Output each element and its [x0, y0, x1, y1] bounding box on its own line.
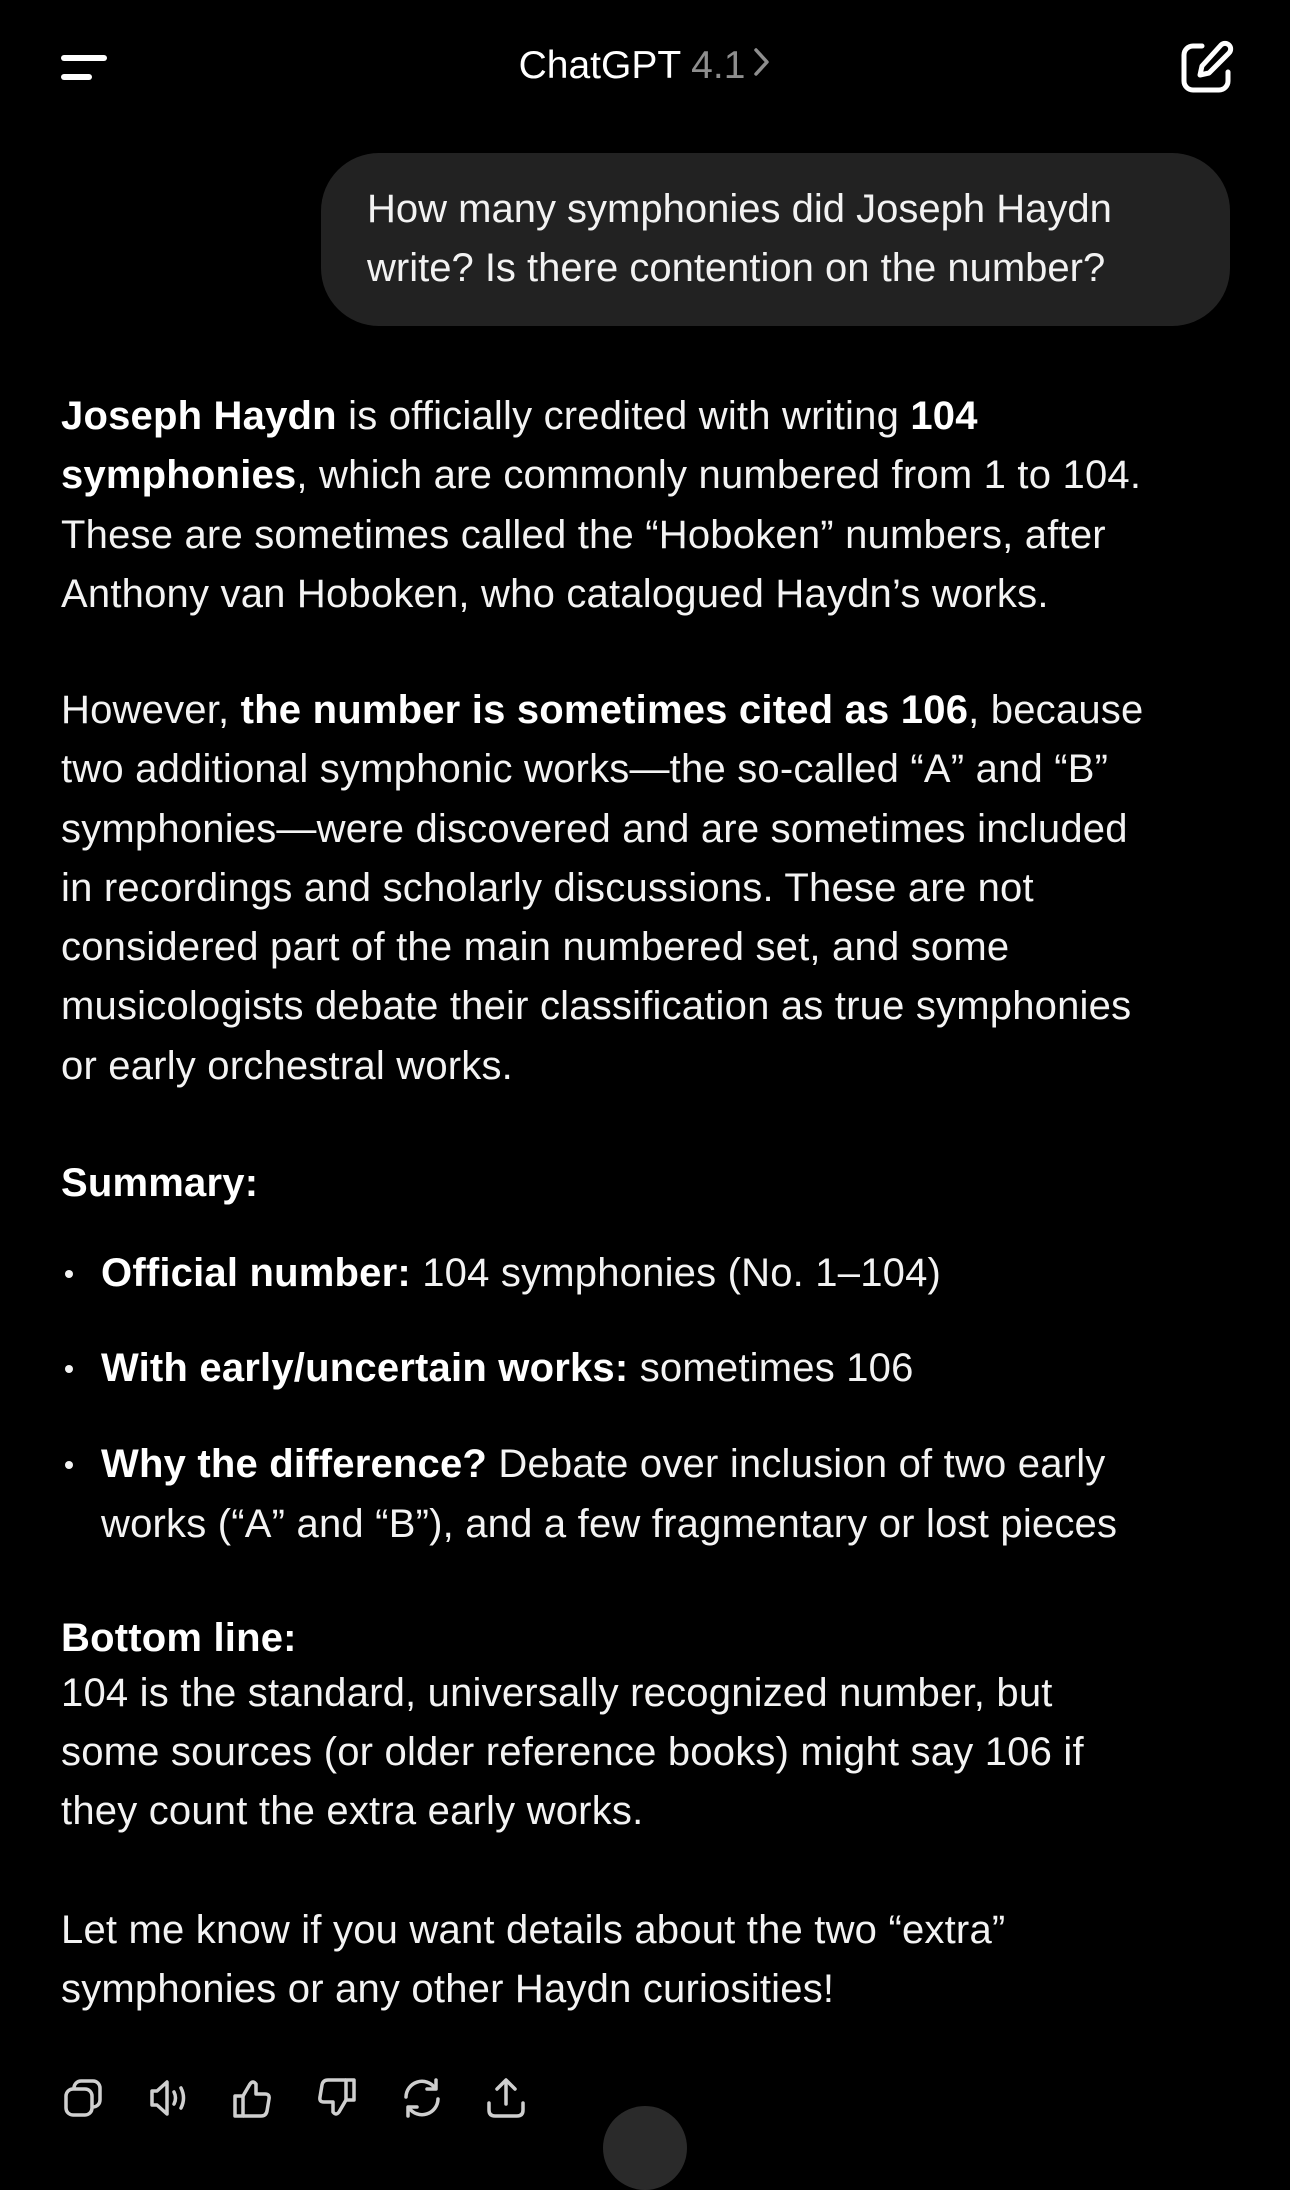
text-line: in recordings and scholarly discussions. These are not [61, 865, 1034, 910]
user-message-line: write? Is there contention on the number? [367, 246, 1106, 290]
user-message-text [367, 180, 1112, 298]
text: However, [61, 688, 241, 732]
text-line: some sources (or older reference books) might say 106 if [61, 1730, 1084, 1774]
text-line: considered part of the main numbered set, and some [61, 925, 1010, 970]
read-aloud-button[interactable] [142, 2072, 194, 2124]
bullet-label: Official number: [101, 1251, 411, 1295]
text-line [61, 387, 1141, 446]
text-line: musicologists debate their classification as true symphonies [61, 984, 1132, 1029]
thumbs-up-icon [226, 2111, 278, 2128]
bold-text: the number is sometimes cited as 106 [240, 688, 969, 732]
bullet-dot [65, 1461, 73, 1469]
edit-icon [1176, 85, 1238, 102]
bullet-text: works (“A” and “B”), and a few fragmentary or lost pieces [101, 1502, 1118, 1546]
bullet-label: With early/uncertain works: [101, 1346, 629, 1390]
user-message-bubble [321, 153, 1230, 326]
text: , which are commonly numbered from 1 to 104. [296, 453, 1142, 498]
model-selector[interactable] [519, 38, 772, 94]
scroll-to-bottom-button[interactable] [603, 2106, 687, 2190]
share-icon [480, 2111, 532, 2128]
bullet-label: Why the difference? [101, 1442, 488, 1486]
text: , because [968, 688, 1144, 732]
bullet-dot [65, 1365, 73, 1373]
text-line: symphonies—were discovered and are sometimes included [61, 806, 1128, 851]
regenerate-icon [396, 2111, 448, 2128]
copy-icon [57, 2111, 109, 2128]
read-aloud-icon [142, 2111, 194, 2128]
text-line: they count the extra early works. [61, 1789, 644, 1833]
thumbs-down-button[interactable] [311, 2072, 363, 2124]
copy-button[interactable] [57, 2072, 109, 2124]
text-line: Anthony van Hoboken, who catalogued Haydn’s works. [61, 571, 1049, 616]
new-chat-button[interactable] [1176, 36, 1238, 98]
text: is officially credited with writing [336, 394, 911, 438]
bullet-text: Debate over inclusion of two early [487, 1442, 1106, 1486]
bottom-line-heading [61, 1612, 297, 1664]
regenerate-button[interactable] [396, 2072, 448, 2124]
text-line: Let me know if you want details about the two “extra” [61, 1908, 1006, 1952]
user-message-line: How many symphonies did Joseph Haydn [367, 187, 1112, 231]
text-line [61, 681, 1143, 740]
bullet-text: sometimes 106 [628, 1346, 914, 1390]
bullet-text: 104 symphonies (No. 1–104) [410, 1251, 942, 1295]
assistant-paragraph-2 [61, 681, 1143, 1096]
thumbs-down-icon [311, 2111, 363, 2128]
summary-heading [61, 1154, 258, 1213]
text-line [61, 446, 1141, 505]
bullet-dot [65, 1270, 73, 1278]
text-line: two additional symphonic works—the so-called “A” and “B” [61, 747, 1109, 792]
text-line: 104 is the standard, universally recognized number, but [61, 1671, 1053, 1715]
bold-text: 104 [910, 394, 978, 438]
model-version: 4.1 [691, 44, 746, 87]
text-line: symphonies or any other Haydn curiosities! [61, 1967, 835, 2012]
bold-text: symphonies [61, 453, 297, 498]
thumbs-up-button[interactable] [226, 2072, 278, 2124]
heading-text: Bottom line: [61, 1616, 297, 1660]
chevron-right-icon [753, 37, 771, 93]
assistant-paragraph-1 [61, 387, 1141, 624]
heading-text: Summary: [61, 1161, 259, 1205]
text-line: These are sometimes called the “Hoboken” numbers, after [61, 512, 1106, 557]
share-button[interactable] [480, 2072, 532, 2124]
header-title-area [0, 38, 1290, 94]
text-line: or early orchestral works. [61, 1043, 513, 1088]
bottom-line-paragraph [61, 1664, 1084, 1841]
app-title: ChatGPT [518, 44, 682, 87]
closing-paragraph [61, 1901, 1005, 2020]
bold-text: Joseph Haydn [61, 394, 337, 438]
